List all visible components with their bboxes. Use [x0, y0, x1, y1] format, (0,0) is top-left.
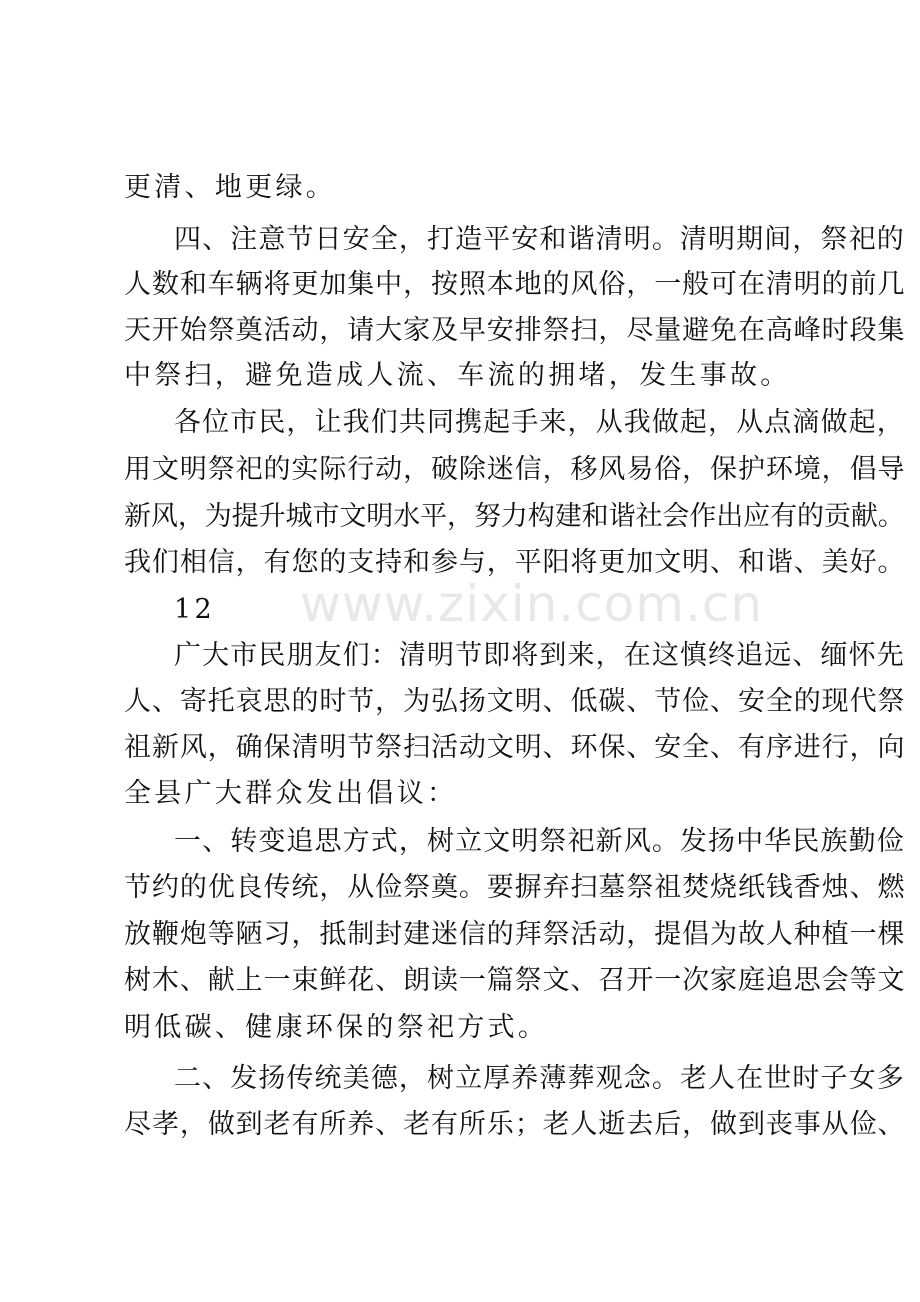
- text-line: 全县广大群众发出倡议：: [124, 778, 458, 809]
- text-line: 节约的优良传统，从俭祭奠。要摒弃扫墓祭祖焚烧纸钱香烛、燃: [124, 872, 906, 903]
- text-line: 天开始祭奠活动，请大家及早安排祭扫，尽量避免在高峰时段集: [124, 315, 906, 346]
- text-line: 树木、献上一束鲜花、朗读一篇祭文、召开一次家庭追思会等文: [124, 965, 906, 996]
- page-number: 12: [174, 594, 215, 625]
- text-line: 一、转变追思方式，树立文明祭祀新风。发扬中华民族勤俭: [174, 826, 905, 857]
- text-line: 我们相信，有您的支持和参与，平阳将更加文明、和谐、美好。: [124, 547, 906, 578]
- text-line: 放鞭炮等陋习，抵制封建迷信的拜祭活动，提倡为故人种植一棵: [124, 919, 906, 950]
- text-line: 四、注意节日安全，打造平安和谐清明。清明期间，祭祀的: [174, 224, 905, 255]
- text-line: 明低碳、健康环保的祭祀方式。: [124, 1012, 549, 1043]
- watermark: www.zixin.com.cn: [300, 575, 764, 633]
- text-line: 尽孝，做到老有所养、老有所乐；老人逝去后，做到丧事从俭、: [124, 1109, 906, 1140]
- text-line: 人数和车辆将更加集中，按照本地的风俗，一般可在清明的前几: [124, 269, 906, 300]
- text-line: 二、发扬传统美德，树立厚养薄葬观念。老人在世时子女多: [174, 1063, 905, 1094]
- text-line: 各位市民，让我们共同携起手来，从我做起，从点滴做起，: [174, 407, 905, 438]
- text-line: 用文明祭祀的实际行动，破除迷信，移风易俗，保护环境，倡导: [124, 454, 906, 485]
- text-line: 更清、地更绿。: [124, 172, 337, 203]
- text-line: 祖新风，确保清明节祭扫活动文明、环保、安全、有序进行，向: [124, 732, 906, 763]
- text-line: 中祭扫，避免造成人流、车流的拥堵，发生事故。: [124, 360, 791, 391]
- text-line: 广大市民朋友们：清明节即将到来，在这慎终追远、缅怀先: [174, 640, 905, 671]
- text-line: 人、寄托哀思的时节，为弘扬文明、低碳、节俭、安全的现代祭: [124, 686, 906, 717]
- text-line: 新风，为提升城市文明水平，努力构建和谐社会作出应有的贡献。: [124, 501, 905, 532]
